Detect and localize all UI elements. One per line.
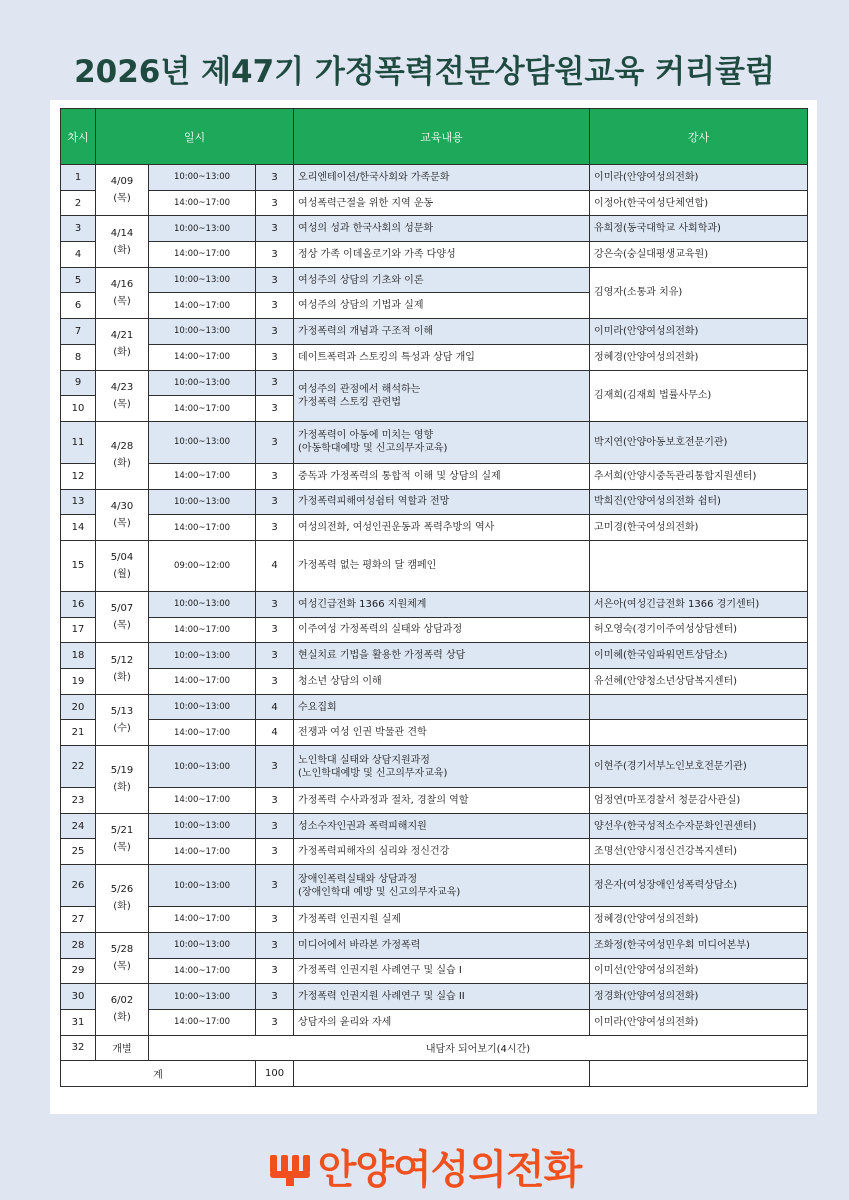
session-date [96, 165, 149, 216]
session-time: 10:00~13:00 [149, 165, 256, 191]
session-lecturer: 정은자(여성장애인성폭력상담소) [590, 865, 808, 907]
session-topic [294, 694, 590, 720]
header-session: 차시 [61, 109, 96, 165]
session-number: 30 [61, 984, 96, 1010]
session-topic [294, 617, 590, 643]
session-date-weekday: (목) [113, 841, 131, 853]
session-lecturer: 이정아(한국여성단체연합) [590, 190, 808, 216]
total-label: 계 [61, 1061, 256, 1087]
session-date [96, 932, 149, 983]
table-row [61, 489, 808, 515]
session-topic [294, 216, 590, 242]
table-row [61, 344, 808, 370]
session-topic-line: 가정폭력의 개념과 구조적 이해 [298, 325, 434, 337]
session-hours: 3 [256, 319, 294, 345]
session-topic-line: 여성주의 상담의 기초와 이론 [298, 274, 424, 286]
session-number: 17 [61, 617, 96, 643]
session-lecturer: 이미라(안양여성의전화) [590, 319, 808, 345]
table-row [61, 370, 808, 396]
table-row [61, 165, 808, 191]
session-number: 22 [61, 746, 96, 788]
session-time: 14:00~17:00 [149, 720, 256, 746]
table-row [61, 216, 808, 242]
table-row [61, 540, 808, 591]
session-topic [294, 669, 590, 695]
session-date-day: 5/12 [110, 654, 134, 666]
table-row [61, 643, 808, 669]
logo [0, 1138, 849, 1195]
session-date [96, 643, 149, 694]
session-topic-line: 여성폭력근절을 위한 지역 운동 [298, 197, 434, 209]
session-topic-line: 가정폭력 수사과정과 절차, 경찰의 역할 [298, 794, 469, 806]
session-lecturer: 유희정(동국대학교 사회학과) [590, 216, 808, 242]
session-lecturer: 이미라(안양여성의전화) [590, 165, 808, 191]
session-topic-line: 청소년 상담의 이해 [298, 675, 382, 687]
session-number: 31 [61, 1009, 96, 1035]
session-content-individual: 내담자 되어보기(4시간) [149, 1035, 808, 1061]
session-date [96, 694, 149, 745]
session-date-day: 4/14 [110, 227, 134, 239]
table-row [61, 463, 808, 489]
session-date-weekday: (목) [113, 295, 131, 307]
session-number: 7 [61, 319, 96, 345]
table-row [61, 932, 808, 958]
session-date-day: 4/21 [110, 330, 134, 342]
total-row [61, 1061, 808, 1087]
session-date-weekday: (목) [113, 517, 131, 529]
table-row [61, 190, 808, 216]
session-number: 23 [61, 788, 96, 814]
session-number: 25 [61, 839, 96, 865]
session-number: 4 [61, 242, 96, 268]
session-date-weekday: (화) [113, 901, 131, 913]
session-hours: 3 [256, 165, 294, 191]
total-empty-lecturer [590, 1061, 808, 1087]
session-number: 19 [61, 669, 96, 695]
session-time: 10:00~13:00 [149, 932, 256, 958]
session-date-weekday: (화) [113, 1012, 131, 1024]
session-hours: 3 [256, 489, 294, 515]
session-lecturer: 이미라(안양여성의전화) [590, 1009, 808, 1035]
header-datetime: 일시 [96, 109, 294, 165]
session-number: 32 [61, 1035, 96, 1061]
session-time: 14:00~17:00 [149, 839, 256, 865]
session-date [96, 370, 149, 421]
session-topic-line: 노인학대 실태와 상담지원과정 [298, 754, 430, 766]
session-topic-line: 여성의 성과 한국사회의 성문화 [298, 223, 434, 235]
session-number: 15 [61, 540, 96, 591]
session-number: 26 [61, 865, 96, 907]
session-lecturer: 김영자(소통과 치유) [590, 267, 808, 318]
session-lecturer: 박지연(안양아동보호전문기관) [590, 421, 808, 463]
session-topic-line: 여성주의 관점에서 해석하는 [298, 383, 421, 395]
session-lecturer: 조화정(한국여성민우회 미디어본부) [590, 932, 808, 958]
session-number: 28 [61, 932, 96, 958]
session-number: 5 [61, 267, 96, 293]
session-time: 10:00~13:00 [149, 489, 256, 515]
session-topic [294, 190, 590, 216]
session-date-weekday: (목) [113, 620, 131, 632]
session-time: 14:00~17:00 [149, 669, 256, 695]
session-number: 21 [61, 720, 96, 746]
session-hours: 3 [256, 293, 294, 319]
session-number: 14 [61, 515, 96, 541]
session-number: 6 [61, 293, 96, 319]
session-hours: 3 [256, 813, 294, 839]
session-date-weekday: (목) [113, 961, 131, 972]
header-lecturer: 강사 [590, 109, 808, 165]
session-date [96, 746, 149, 814]
session-date-weekday: (화) [113, 347, 131, 359]
session-time: 14:00~17:00 [149, 396, 256, 422]
session-topic-line: 여성주의 상담의 기법과 실제 [298, 300, 424, 312]
session-hours: 3 [256, 669, 294, 695]
table-row [61, 907, 808, 933]
session-topic [294, 165, 590, 191]
table-row [61, 865, 808, 907]
session-date-day: 6/02 [110, 995, 134, 1007]
table-row [61, 267, 808, 293]
session-lecturer [590, 720, 808, 746]
session-time: 14:00~17:00 [149, 293, 256, 319]
table-row [61, 839, 808, 865]
session-time: 09:00~12:00 [149, 540, 256, 591]
session-time: 10:00~13:00 [149, 746, 256, 788]
session-date [96, 813, 149, 864]
session-time: 14:00~17:00 [149, 1009, 256, 1035]
session-topic-line: (아동학대예방 및 신고의무자교육) [298, 443, 448, 455]
curriculum-sheet [50, 100, 817, 1114]
session-hours: 4 [256, 540, 294, 591]
session-time: 10:00~13:00 [149, 267, 256, 293]
session-hours: 3 [256, 865, 294, 907]
session-hours: 3 [256, 932, 294, 958]
session-topic-line: 현실치료 기법을 활용한 가정폭력 상담 [298, 650, 466, 662]
session-time: 10:00~13:00 [149, 591, 256, 617]
session-topic-line: 이주여성 가정폭력의 실태와 상담과정 [298, 624, 463, 636]
session-time: 10:00~13:00 [149, 694, 256, 720]
session-number: 27 [61, 907, 96, 933]
session-lecturer: 박희진(안양여성의전화 쉼터) [590, 489, 808, 515]
session-topic [294, 958, 590, 984]
session-hours: 3 [256, 958, 294, 984]
session-hours: 3 [256, 190, 294, 216]
session-topic-line: 가정폭력피해여성쉼터 역할과 전망 [298, 496, 450, 508]
session-topic [294, 1009, 590, 1035]
session-hours: 3 [256, 421, 294, 463]
session-date [96, 591, 149, 642]
session-hours: 3 [256, 344, 294, 370]
curriculum-table [60, 108, 808, 1087]
session-topic-line: 가정폭력 스토킹 관련법 [298, 396, 401, 408]
session-number: 13 [61, 489, 96, 515]
session-hours: 3 [256, 788, 294, 814]
session-topic [294, 839, 590, 865]
session-date-day: 5/07 [110, 603, 134, 615]
session-lecturer: 정혜경(안양여성의전화) [590, 344, 808, 370]
table-row [61, 242, 808, 268]
session-lecturer: 엄정연(마포경찰서 청문감사관실) [590, 788, 808, 814]
session-date [96, 984, 149, 1035]
table-row [61, 617, 808, 643]
session-date-day: 5/13 [110, 705, 134, 717]
session-topic [294, 788, 590, 814]
session-lecturer: 서은아(여성긴급전화 1366 경기센터) [590, 591, 808, 617]
session-topic [294, 267, 590, 293]
table-row [61, 319, 808, 345]
session-date-day: 5/28 [110, 944, 134, 955]
session-topic [294, 344, 590, 370]
session-lecturer: 정경화(안양여성의전화) [590, 984, 808, 1010]
session-time: 10:00~13:00 [149, 643, 256, 669]
session-topic-line: 정상 가족 이데올로기와 가족 다양성 [298, 248, 456, 260]
session-lecturer: 조명선(안양시정신건강복지센터) [590, 839, 808, 865]
session-date: 개별 [96, 1035, 149, 1061]
session-topic [294, 540, 590, 591]
table-row [61, 694, 808, 720]
session-hours: 3 [256, 1009, 294, 1035]
session-topic-line: 여성긴급전화 1366 지원체계 [298, 598, 427, 610]
session-topic-line: 가정폭력 인권지원 사례연구 및 실습 I [298, 965, 462, 977]
table-row [61, 984, 808, 1010]
session-time: 14:00~17:00 [149, 463, 256, 489]
session-date [96, 216, 149, 267]
session-hours: 3 [256, 463, 294, 489]
session-lecturer [590, 540, 808, 591]
session-topic [294, 489, 590, 515]
session-date-weekday: (수) [113, 722, 131, 734]
session-time: 10:00~13:00 [149, 370, 256, 396]
session-time: 14:00~17:00 [149, 907, 256, 933]
table-row [61, 720, 808, 746]
session-lecturer: 양선우(한국성적소수자문화인권센터) [590, 813, 808, 839]
table-row [61, 788, 808, 814]
session-time: 14:00~17:00 [149, 788, 256, 814]
session-topic [294, 515, 590, 541]
table-row [61, 669, 808, 695]
session-topic [294, 591, 590, 617]
session-topic-line: 미디어에서 바라본 가정폭력 [298, 939, 421, 951]
header-content: 교육내용 [294, 109, 590, 165]
session-time: 14:00~17:00 [149, 344, 256, 370]
session-date-weekday: (화) [113, 458, 131, 470]
session-date-day: 5/26 [110, 884, 134, 896]
session-topic [294, 865, 590, 907]
session-time: 14:00~17:00 [149, 515, 256, 541]
session-hours: 3 [256, 591, 294, 617]
session-hours: 3 [256, 515, 294, 541]
session-hours: 4 [256, 694, 294, 720]
session-date-day: 4/16 [110, 278, 134, 290]
session-time: 10:00~13:00 [149, 421, 256, 463]
session-date-day: 5/04 [110, 551, 134, 563]
session-topic-line: 오리엔테이션/한국사회와 가족문화 [298, 171, 450, 183]
session-topic-line: 여성의전화, 여성인권운동과 폭력추방의 역사 [298, 522, 495, 534]
table-row [61, 515, 808, 541]
session-topic [294, 984, 590, 1010]
table-row [61, 1035, 808, 1061]
session-date-weekday: (월) [113, 568, 131, 580]
session-topic-line: 성소수자인권과 폭력피해지원 [298, 820, 427, 832]
session-hours: 3 [256, 839, 294, 865]
session-time: 10:00~13:00 [149, 865, 256, 907]
session-lecturer: 김재희(김재희 법률사무소) [590, 370, 808, 421]
session-date-day: 4/30 [110, 500, 134, 512]
session-time: 10:00~13:00 [149, 216, 256, 242]
session-date [96, 267, 149, 318]
table-row [61, 591, 808, 617]
session-lecturer: 이현주(경기서부노인보호전문기관) [590, 746, 808, 788]
session-topic [294, 932, 590, 958]
session-hours: 3 [256, 370, 294, 396]
session-hours: 3 [256, 617, 294, 643]
table-row [61, 421, 808, 463]
session-topic [294, 813, 590, 839]
table-row [61, 1009, 808, 1035]
session-lecturer: 정혜경(안양여성의전화) [590, 907, 808, 933]
session-topic-line: 가정폭력이 아동에 미치는 영향 [298, 430, 434, 442]
session-topic [294, 463, 590, 489]
session-hours: 3 [256, 267, 294, 293]
session-date-weekday: (목) [113, 398, 131, 410]
session-date [96, 489, 149, 540]
table-row [61, 746, 808, 788]
session-date [96, 421, 149, 489]
session-date-weekday: (목) [113, 193, 131, 205]
session-hours: 3 [256, 907, 294, 933]
session-topic-line: 수요집회 [298, 701, 337, 713]
session-number: 29 [61, 958, 96, 984]
session-lecturer: 강은숙(숭실대평생교육원) [590, 242, 808, 268]
session-topic-line: 가정폭력 인권지원 사례연구 및 실습 II [298, 991, 465, 1003]
session-number: 12 [61, 463, 96, 489]
session-topic [294, 907, 590, 933]
session-number: 9 [61, 370, 96, 396]
session-lecturer: 고미경(한국여성의전화) [590, 515, 808, 541]
session-topic [294, 421, 590, 463]
session-date-weekday: (화) [113, 782, 131, 794]
table-row [61, 813, 808, 839]
session-topic [294, 370, 590, 421]
session-topic-line: (장애인학대 예방 및 신고의무자교육) [298, 886, 461, 898]
session-date-day: 5/21 [110, 824, 134, 836]
session-topic [294, 293, 590, 319]
session-hours: 3 [256, 984, 294, 1010]
session-date [96, 865, 149, 933]
session-date-day: 4/23 [110, 381, 134, 393]
session-date-day: 4/28 [110, 441, 134, 453]
session-lecturer [590, 694, 808, 720]
table-row [61, 958, 808, 984]
session-lecturer: 유선혜(안양청소년상담복지센터) [590, 669, 808, 695]
session-date-weekday: (화) [113, 671, 131, 683]
session-time: 14:00~17:00 [149, 242, 256, 268]
session-topic [294, 720, 590, 746]
session-number: 1 [61, 165, 96, 191]
session-topic-line: 중독과 가정폭력의 통합적 이해 및 상담의 실제 [298, 470, 501, 482]
session-time: 14:00~17:00 [149, 190, 256, 216]
session-time: 10:00~13:00 [149, 319, 256, 345]
session-date-day: 5/19 [110, 765, 134, 777]
session-number: 11 [61, 421, 96, 463]
session-topic-line: (노인학대예방 및 신고의무자교육) [298, 767, 448, 779]
session-hours: 3 [256, 396, 294, 422]
session-topic-line: 전쟁과 여성 인권 박물관 견학 [298, 727, 427, 739]
session-date-weekday: (화) [113, 244, 131, 256]
session-hours: 3 [256, 643, 294, 669]
session-lecturer: 이미선(안양여성의전화) [590, 958, 808, 984]
session-number: 8 [61, 344, 96, 370]
page-title: 2026년 제47기 가정폭력전문상담원교육 커리큘럼 [74, 54, 775, 90]
session-topic-line: 장애인폭력실태와 상담과정 [298, 873, 418, 885]
session-number: 2 [61, 190, 96, 216]
total-hours: 100 [256, 1061, 294, 1087]
session-lecturer: 허오영숙(경기이주여성상담센터) [590, 617, 808, 643]
session-date [96, 540, 149, 591]
session-number: 24 [61, 813, 96, 839]
session-number: 16 [61, 591, 96, 617]
session-topic-line: 가정폭력피해자의 심리와 정신건강 [298, 846, 450, 858]
session-topic [294, 746, 590, 788]
session-number: 18 [61, 643, 96, 669]
session-topic [294, 242, 590, 268]
session-topic-line: 가정폭력 인권지원 실제 [298, 913, 401, 925]
session-date [96, 319, 149, 370]
session-time: 14:00~17:00 [149, 617, 256, 643]
session-topic-line: 데이트폭력과 스토킹의 특성과 상담 개입 [298, 351, 475, 363]
session-time: 10:00~13:00 [149, 984, 256, 1010]
session-topic-line: 상담자의 윤리와 자세 [298, 1016, 392, 1028]
session-date-day: 4/09 [110, 176, 134, 188]
session-hours: 3 [256, 746, 294, 788]
session-lecturer: 이미혜(한국임파워먼트상담소) [590, 643, 808, 669]
session-lecturer: 추서희(안양시중독관리통합지원센터) [590, 463, 808, 489]
logo-mark-icon [268, 1153, 314, 1187]
session-hours: 3 [256, 216, 294, 242]
session-time: 10:00~13:00 [149, 813, 256, 839]
session-number: 10 [61, 396, 96, 422]
session-hours: 4 [256, 720, 294, 746]
session-hours: 3 [256, 242, 294, 268]
session-time: 14:00~17:00 [149, 958, 256, 984]
session-number: 3 [61, 216, 96, 242]
total-empty-content [294, 1061, 590, 1087]
session-topic [294, 643, 590, 669]
session-topic [294, 319, 590, 345]
session-number: 20 [61, 694, 96, 720]
session-topic-line: 가정폭력 없는 평화의 달 캠페인 [298, 560, 437, 572]
logo-text: 안양여성의전화 [317, 1147, 582, 1193]
